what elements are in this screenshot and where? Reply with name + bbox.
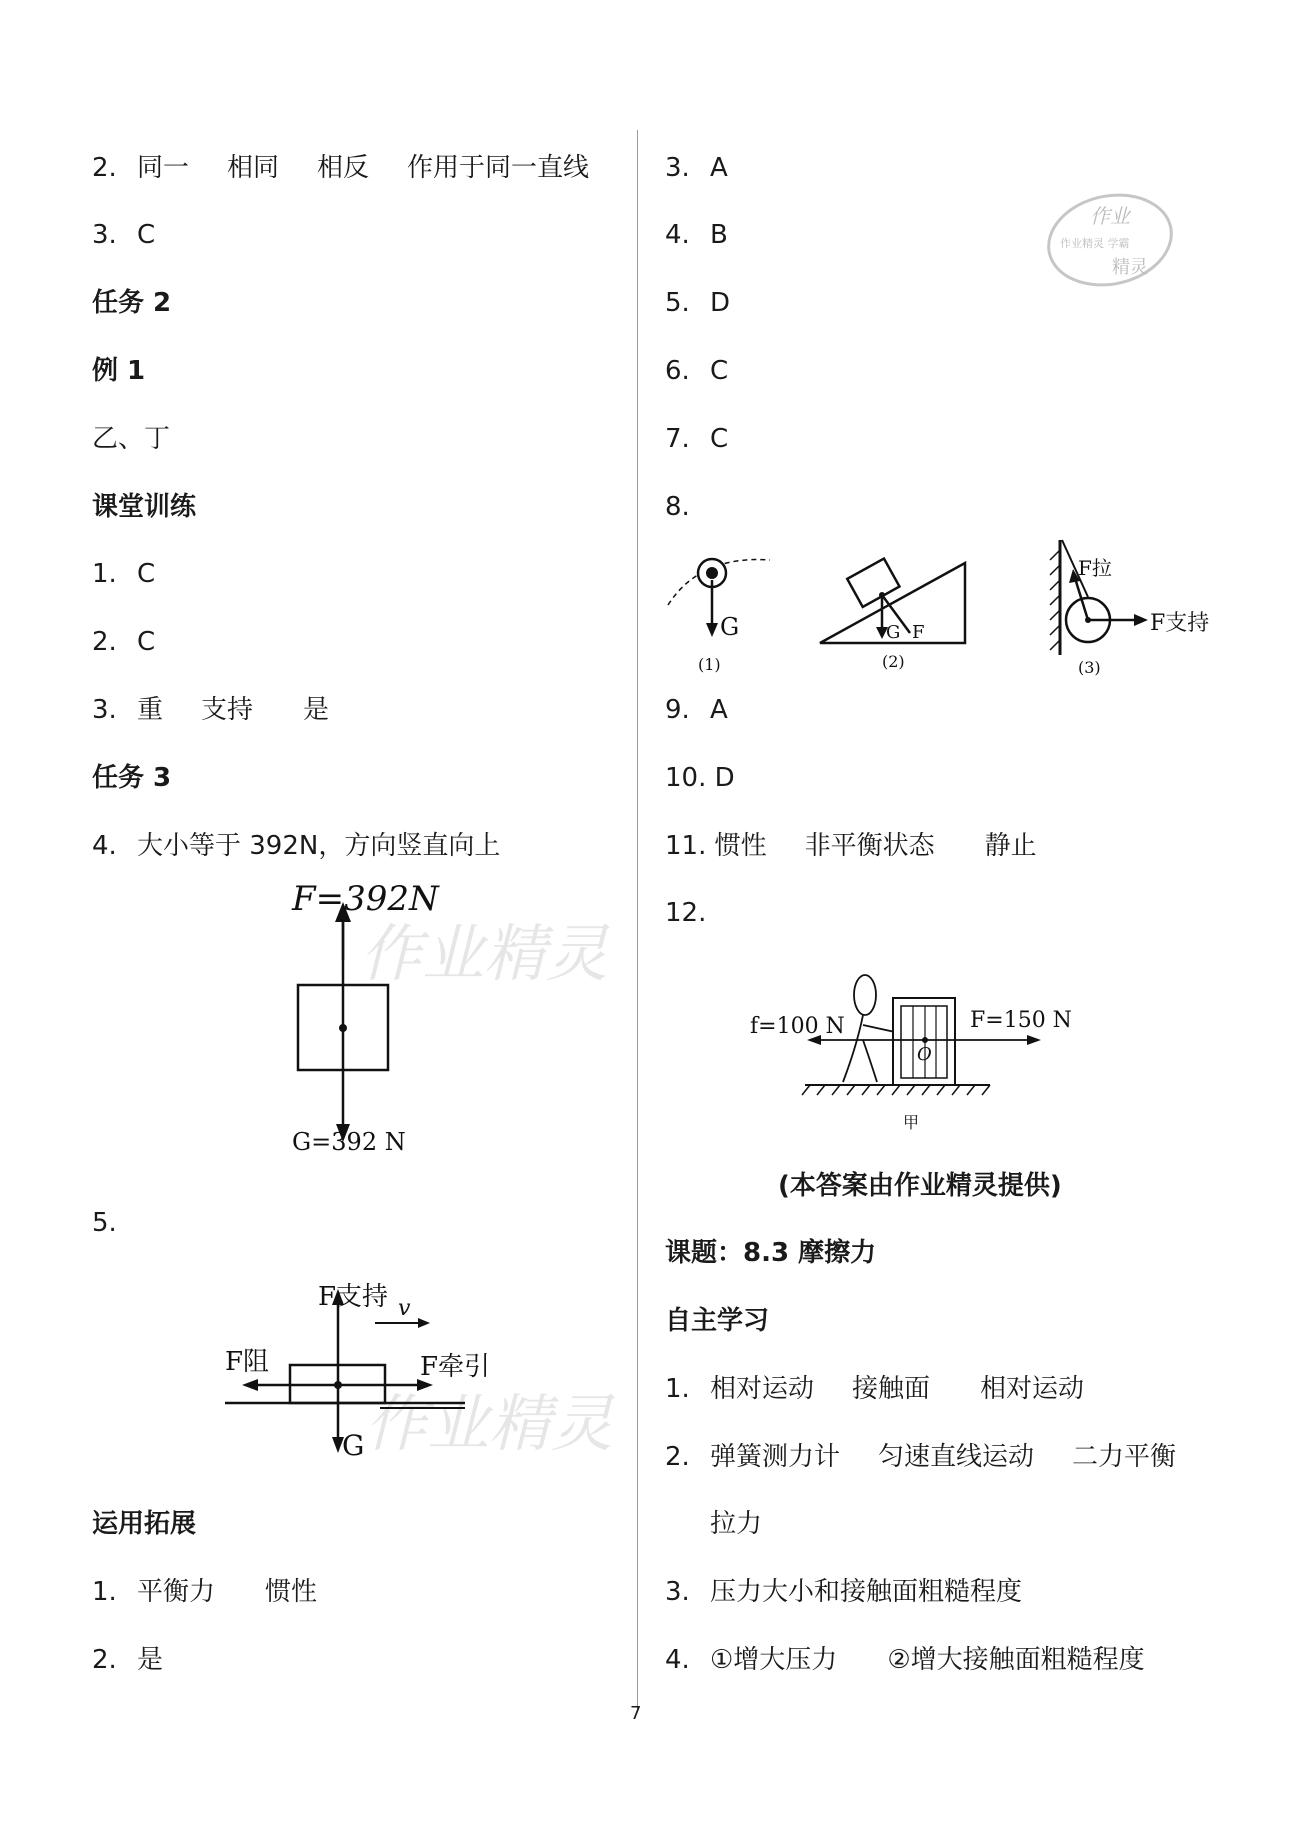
point-O-label: O xyxy=(917,1044,932,1065)
ground-hatch-2 xyxy=(817,1085,825,1095)
self-study-answer-4: 4. ①增大压力 ②增大接触面粗糙程度 xyxy=(665,1645,1145,1675)
watermark-text-2: 作业精灵 xyxy=(365,1387,614,1460)
top-force-label: F=392N xyxy=(292,880,439,919)
figure-force-diagram-5 xyxy=(220,1265,640,1470)
answer-6-right: 6. C xyxy=(665,356,729,386)
answer-8-right: 8. xyxy=(665,492,690,522)
self-study-answer-3: 3. 压力大小和接触面粗糙程度 xyxy=(665,1577,1023,1607)
ball-center xyxy=(706,567,718,579)
self-study-answer-2-cont: 拉力 xyxy=(710,1509,763,1539)
answer-4-right: 4. B xyxy=(665,220,728,250)
caption-1: (1) xyxy=(698,655,721,674)
answer-credit: (本答案由作业精灵提供) xyxy=(778,1171,1062,1201)
incline-block xyxy=(847,559,899,607)
figure-12-push xyxy=(745,960,1085,1140)
extend-answer-1: 1. 平衡力 惯性 xyxy=(92,1577,318,1607)
figure-8-diagrams xyxy=(660,535,1220,680)
person-body xyxy=(843,1015,895,1082)
heading-extend: 运用拓展 xyxy=(92,1509,197,1539)
topic-heading: 课题：8.3 摩擦力 xyxy=(665,1238,877,1268)
heading-example1: 例 1 xyxy=(92,356,146,386)
resist-force-label: F阻 xyxy=(225,1347,270,1377)
ground-hatch-6 xyxy=(877,1085,885,1095)
answer-7-right: 7. C xyxy=(665,424,729,454)
classroom-answer-1: 1. C xyxy=(92,559,156,589)
support-force-label: F支持 xyxy=(318,1282,389,1312)
figure-force-diagram-4 xyxy=(280,880,660,1170)
answer-5-right: 5. D xyxy=(665,288,731,318)
push-label: F=150 N xyxy=(970,1008,1072,1033)
ground-hatch-3 xyxy=(832,1085,840,1095)
support-arrowhead-3 xyxy=(1134,614,1148,626)
extend-answer-2: 2. 是 xyxy=(92,1645,164,1675)
velocity-arrowhead xyxy=(418,1318,430,1328)
person-head xyxy=(854,975,876,1015)
fig12-caption: 甲 xyxy=(903,1113,920,1132)
caption-3: (3) xyxy=(1078,658,1101,677)
ball-gravity-label: G xyxy=(720,613,740,641)
heading-task2: 任务 2 xyxy=(92,288,172,318)
ground-hatch-13 xyxy=(982,1085,990,1095)
answer-9-right: 9. A xyxy=(665,695,728,725)
velocity-label: v xyxy=(398,1296,411,1321)
self-study-answer-2: 2. 弹簧测力计 匀速直线运动 二力平衡 xyxy=(665,1442,1177,1472)
support-label-3: F支持 xyxy=(1150,611,1210,636)
gravity-label: G xyxy=(342,1429,365,1462)
ground-hatch-4 xyxy=(847,1085,855,1095)
ground-hatch-5 xyxy=(862,1085,870,1095)
ground-hatch-12 xyxy=(967,1085,975,1095)
answer-12-right: 12. xyxy=(665,898,707,928)
answer-10-right: 10. D xyxy=(665,763,735,793)
incline-gravity-label: G xyxy=(886,622,901,643)
pull-label-3: F拉 xyxy=(1078,556,1112,580)
answer-2-left: 2. 同一 相同 相反 作用于同一直线 xyxy=(92,153,590,183)
ground-hatch-7 xyxy=(892,1085,900,1095)
watermark-text: 作业精灵 xyxy=(360,917,609,990)
task3-answer-5: 5. xyxy=(92,1208,117,1238)
self-study-answer-1: 1. 相对运动 接触面 相对运动 xyxy=(665,1374,1085,1404)
bottom-force-label: G=392 N xyxy=(292,1128,406,1156)
heading-task3: 任务 3 xyxy=(92,763,172,793)
ground-hatch-9 xyxy=(922,1085,930,1095)
heading-classroom-training: 课堂训练 xyxy=(92,492,197,522)
stamp-middle-text: 作业精灵 学霸 xyxy=(1060,237,1130,250)
column-divider xyxy=(637,130,638,1710)
center-point xyxy=(339,1024,347,1032)
answer-3-right: 3. A xyxy=(665,153,728,183)
ground-hatch-1 xyxy=(802,1085,810,1095)
logo-stamp xyxy=(1040,185,1180,295)
caption-2: (2) xyxy=(882,652,905,671)
task3-answer-4: 4. 大小等于 392N，方向竖直向上 xyxy=(92,831,501,861)
ground-hatch-8 xyxy=(907,1085,915,1095)
friction-label: f=100 N xyxy=(750,1014,845,1039)
example1-answer: 乙、丁 xyxy=(92,424,171,454)
answer-3-left: 3. C xyxy=(92,220,156,250)
stamp-top-text: 作业 xyxy=(1090,204,1130,228)
pull-force-label: F牵引 xyxy=(420,1352,491,1382)
ground-hatch-11 xyxy=(952,1085,960,1095)
answer-11-right: 11. 惯性 非平衡状态 静止 xyxy=(665,831,1037,861)
incline-force-label: F xyxy=(912,622,925,643)
classroom-answer-3: 3. 重 支持 是 xyxy=(92,695,330,725)
stamp-bottom-text: 精灵 xyxy=(1112,257,1148,278)
classroom-answer-2: 2. C xyxy=(92,627,156,657)
page-number: 7 xyxy=(630,1703,642,1724)
ball-gravity-arrowhead xyxy=(706,623,718,637)
heading-self-study: 自主学习 xyxy=(665,1306,770,1336)
resist-arrowhead xyxy=(242,1379,258,1391)
ground-hatch-10 xyxy=(937,1085,945,1095)
push-arrowhead xyxy=(1027,1035,1041,1045)
